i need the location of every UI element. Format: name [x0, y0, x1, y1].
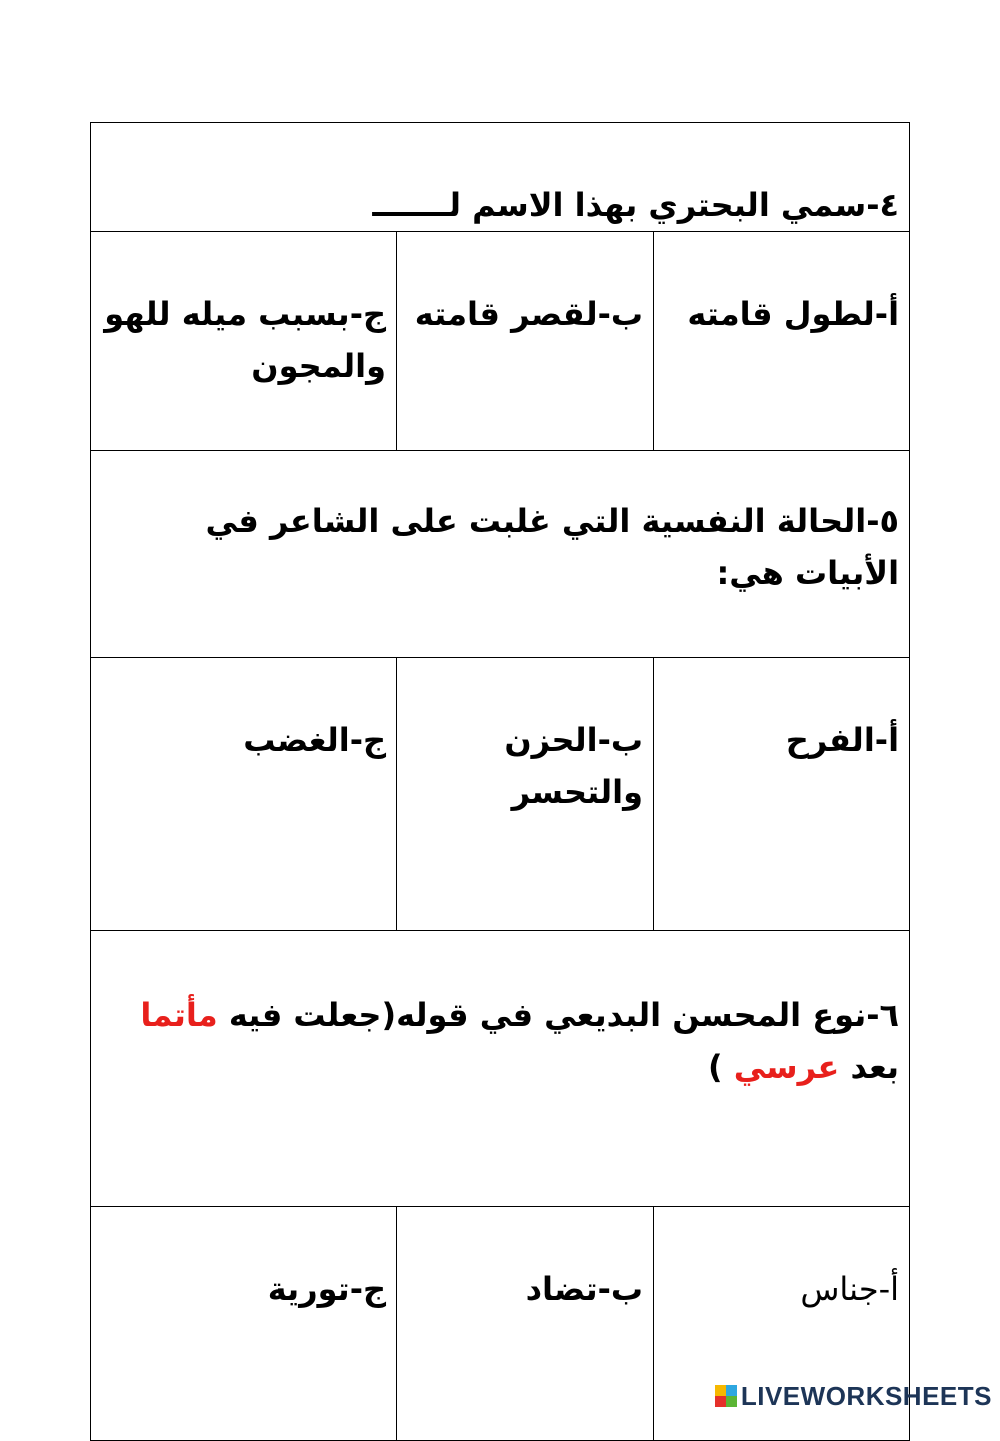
liveworksheets-footer [715, 1381, 992, 1411]
option-4-c[interactable]: ج-بسبب ميله للهو والمجون [91, 232, 397, 451]
liveworksheets-logo-icon [715, 1385, 737, 1407]
question-row-4 [91, 123, 910, 232]
question-row-6 [91, 931, 910, 1207]
question-6-red-word-2: عرسي [733, 1048, 840, 1086]
option-5-c[interactable]: ج-الغضب [91, 658, 397, 931]
question-row-5 [91, 451, 910, 658]
quiz-table [90, 122, 910, 1441]
brand-name: LIVEWORKSHEETS [740, 1380, 992, 1411]
question-6-text-3: ) [707, 1048, 734, 1086]
question-4: ٤-سمي البحتري بهذا الاسم لـــــــ [91, 123, 910, 232]
option-6-c[interactable]: ج-تورية [91, 1207, 397, 1441]
question-6-red-word-1: مأتما [140, 996, 218, 1034]
option-6-a[interactable]: أ-جناس [654, 1207, 910, 1441]
option-4-b[interactable]: ب-لقصر قامته [397, 232, 654, 451]
question-6-text-2: بعد [839, 1048, 900, 1086]
options-row-5 [91, 658, 910, 931]
option-4-a[interactable]: أ-لطول قامته [654, 232, 910, 451]
options-row-4 [91, 232, 910, 451]
option-5-b[interactable]: ب-الحزن والتحسر [397, 658, 654, 931]
question-6-text-1: ٦-نوع المحسن البديعي في قوله(جعلت فيه [217, 996, 900, 1034]
question-6 [91, 931, 910, 1207]
option-5-a[interactable]: أ-الفرح [654, 658, 910, 931]
option-6-b[interactable]: ب-تضاد [397, 1207, 654, 1441]
question-5: ٥-الحالة النفسية التي غلبت على الشاعر في الأبيات هي: [91, 451, 910, 658]
